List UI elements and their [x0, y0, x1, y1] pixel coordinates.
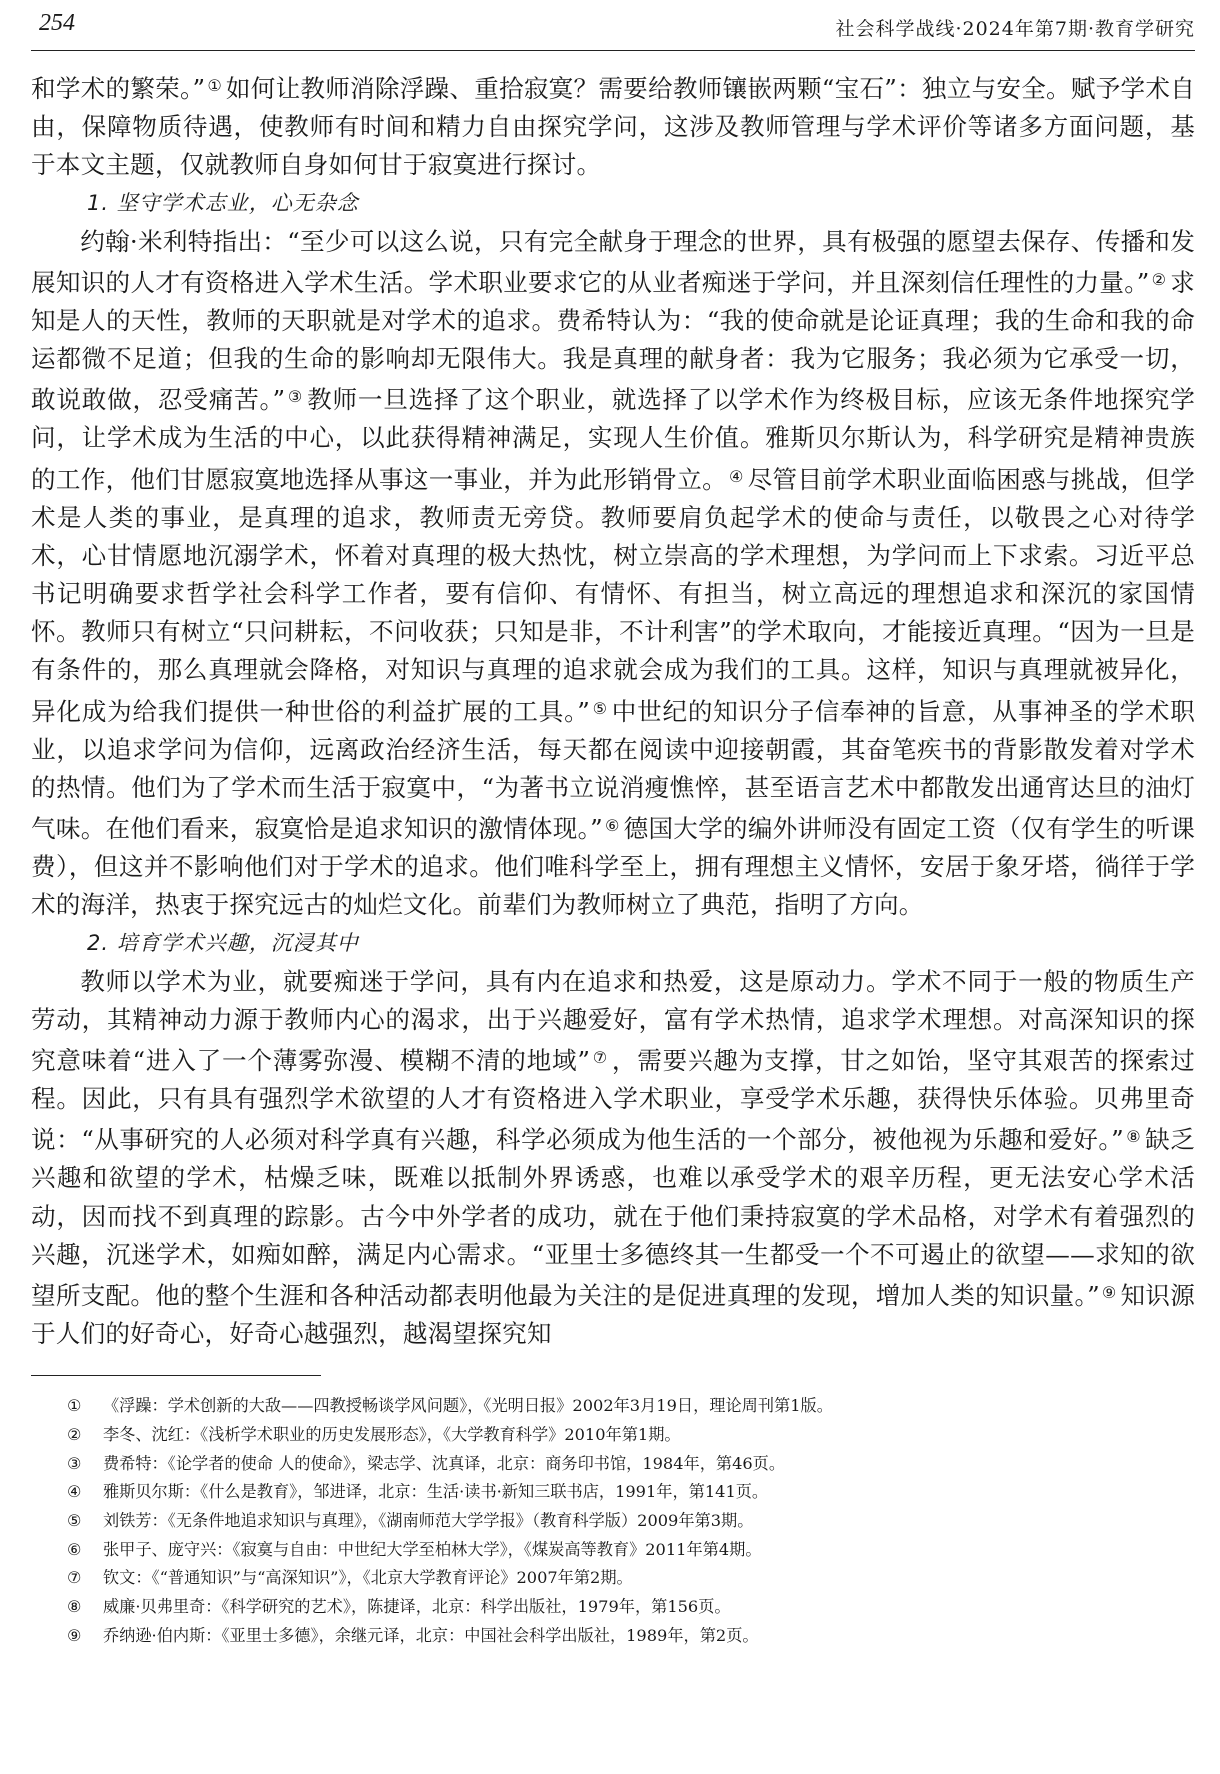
footnote-text: 刘铁芳：《无条件地追求知识与真理》，《湖南师范大学学报》（教育科学版）2009年第3期。	[103, 1510, 754, 1530]
section-heading: 1. 坚守学术志业，心无杂念	[87, 191, 359, 216]
footnote-divider	[31, 1375, 321, 1376]
footnote-ref[interactable]: ①	[207, 76, 222, 95]
footnote-number: ⑧	[67, 1597, 82, 1617]
footnote-ref[interactable]: ③	[287, 387, 304, 407]
footnote-number: ②	[67, 1424, 82, 1444]
footnote-item	[31, 1536, 1195, 1565]
journal-page	[31, 0, 1195, 1650]
article-body	[31, 67, 1195, 1353]
footnote-text: 《浮躁：学术创新的大敌——四教授畅谈学风问题》，《光明日报》2002年3月19日，理论周刊第1版。	[103, 1396, 833, 1416]
footnote-ref[interactable]: ⑥	[604, 815, 620, 835]
footnote-number: ⑥	[67, 1539, 82, 1559]
footnote-item	[31, 1564, 1195, 1593]
footnote-number: ⑦	[67, 1568, 82, 1588]
footnote-text: 张甲子、庞守兴：《寂寞与自由：中世纪大学至柏林大学》，《煤炭高等教育》2011年第4期。	[103, 1539, 762, 1559]
footnote-number: ⑤	[67, 1510, 82, 1530]
footnote-number: ③	[67, 1453, 82, 1473]
paragraph-text: 约翰·米利特指出：“至少可以这么说，只有完全献身于理念的世界，具有极强的愿望去保存、传播和发展知识的人才有资格进入学术生活。学术职业要求它的从业者痴迷于学问，并且深刻信任理性的力量。”	[31, 226, 1195, 297]
footnote-ref[interactable]: ②	[1151, 269, 1167, 289]
body-paragraph	[31, 67, 1195, 184]
footnote-number: ⑨	[67, 1625, 82, 1645]
footnote-text: 费希特：《论学者的使命 人的使命》，梁志学、沈真译，北京：商务印书馆，1984年，第46页。	[103, 1453, 786, 1473]
paragraph-text: 求知是人的天性，教师的天职就是对学术的追求。费希特认为：“我的使命就是论证真理；我的生命和我的命运都微不足道；但我的生命的影响却无限伟大。我是真理的献身者：我为它服务；我必须为它承受一切，敢说敢做，忍受痛苦。”	[31, 267, 1195, 415]
footnote-item	[31, 1622, 1195, 1651]
paragraph-text: 缺乏兴趣和欲望的学术，枯燥乏味，既难以抵制外界诱惑，也难以承受学术的艰辛历程，更无法安心学术活动，因而找不到真理的踪影。古今中外学者的成功，就在于他们秉持寂寞的学术品格，对学术有着强烈的兴趣，沉迷学术，如痴如醉，满足内心需求。“亚里士多德终其一生都受一个不可遏止的欲望——求知的欲望所支配。他的整个生涯和各种活动都表明他最为关注的是促进真理的发现，增加人类的知识量。”	[31, 1125, 1196, 1310]
footnote-list	[31, 1392, 1195, 1650]
section-heading: 2. 培育学术兴趣，沉浸其中	[87, 931, 359, 956]
footnote-text: 雅斯贝尔斯：《什么是教育》，邹进译，北京：生活·读书·新知三联书店，1991年，第141页。	[103, 1482, 769, 1502]
footnote-item	[31, 1593, 1195, 1622]
footnote-ref[interactable]: ⑨	[1101, 1282, 1117, 1302]
footnote-number: ④	[67, 1482, 82, 1502]
footnote-ref[interactable]: ⑧	[1125, 1127, 1142, 1147]
footnote-text: 钦文：《“普通知识”与“高深知识”》，《北京大学教育评论》2007年第2期。	[103, 1568, 633, 1588]
footnote-item	[31, 1421, 1195, 1450]
body-paragraph	[31, 223, 1195, 925]
footnote-item	[31, 1450, 1195, 1479]
page-number: 254	[39, 10, 75, 36]
footnote-number: ①	[67, 1396, 82, 1416]
paragraph-text: 如何让教师消除浮躁、重拾寂寞？需要给教师镶嵌两颗“宝石”：独立与安全。赋予学术自由，保障物质待遇，使教师有时间和精力自由探究学问，这涉及教师管理与学术评价等诸多方面问题，基于本文主题，仅就教师自身如何甘于寂寞进行探讨。	[31, 74, 1196, 180]
footnote-text: 威廉·贝弗里奇：《科学研究的艺术》，陈捷译，北京：科学出版社，1979年，第156页。	[103, 1597, 731, 1617]
footnote-ref[interactable]: ⑦	[592, 1047, 608, 1067]
running-head: 社会科学战线·2024年第7期·教育学研究	[835, 18, 1195, 40]
footnote-item	[31, 1392, 1195, 1421]
footnote-text: 李冬、沈红：《浅析学术职业的历史发展形态》，《大学教育科学》2010年第1期。	[103, 1424, 681, 1444]
body-paragraph	[31, 963, 1195, 1354]
footnote-ref[interactable]: ④	[729, 466, 744, 486]
paragraph-text: ，需要兴趣为支撑，甘之如饴，坚守其艰苦的探索过程。因此，只有具有强烈学术欲望的人才有资格进入学术职业，享受学术乐趣，获得快乐体验。贝弗里奇说：“从事研究的人必须对科学真有兴趣，科学必须成为他生活的一个部分，被他视为乐趣和爱好。”	[31, 1045, 1195, 1155]
paragraph-text: 教师一旦选择了这个职业，就选择了以学术作为终极目标，应该无条件地探究学问，让学术成为生活的中心，以此获得精神满足，实现人生价值。雅斯贝尔斯认为，科学研究是精神贵族的工作，他们甘愿寂寞地选择从事这一事业，并为此形销骨立。	[31, 385, 1195, 494]
footnote-ref[interactable]: ⑤	[591, 698, 608, 718]
paragraph-text: 教师以学术为业，就要痴迷于学问，具有内在追求和热爱，这是原动力。学术不同于一般的物质生产劳动，其精神动力源于教师内心的渴求，出于兴趣爱好，富有学术热情，追求学术理想。对高深知识的探究意味着“进入了一个薄雾弥漫、模糊不清的地域”	[31, 966, 1195, 1075]
paragraph-text: 尽管目前学术职业面临困惑与挑战，但学术是人类的事业，是真理的追求，教师责无旁贷。教师要肩负起学术的使命与责任，以敬畏之心对待学术，心甘情愿地沉溺学术，怀着对真理的极大热忱，树立崇高的学术理想，为学问而上下求索。习近平总书记明确要求哲学社会科学工作者，要有信仰、有情怀、有担当，树立高远的理想追求和深沉的家国情怀。教师只有树立“只问耕耘，不问收获；只知是非，不计利害”的学术取向，才能接近真理。“因为一旦是有条件的，那么真理就会降格，对知识与真理的追求就会成为我们的工具。这样，知识与真理就被异化，异化成为给我们提供一种世俗的利益扩展的工具。”	[31, 464, 1195, 726]
paragraph-text: 德国大学的编外讲师没有固定工资（仅有学生的听课费），但这并不影响他们对于学术的追求。他们唯科学至上，拥有理想主义情怀，安居于象牙塔，徜徉于学术的海洋，热衷于探究远古的灿烂文化。前辈们为教师树立了典范，指明了方向。	[31, 813, 1196, 920]
footnote-item	[31, 1507, 1195, 1536]
footnote-text: 乔纳逊·伯内斯：《亚里士多德》，余继元译，北京：中国社会科学出版社，1989年，第2页。	[103, 1625, 759, 1645]
footnote-item	[31, 1478, 1195, 1507]
page-header	[31, 0, 1195, 51]
paragraph-text: 中世纪的知识分子信奉神的旨意，从事神圣的学术职业，以追求学问为信仰，远离政治经济生活，每天都在阅读中迎接朝霞，其奋笔疾书的背影散发着对学术的热情。他们为了学术而生活于寂寞中，“为著书立说消瘦憔悴，甚至语言艺术中都散发出通宵达旦的油灯气味。在他们看来，寂寞恰是追求知识的激情体现。”	[31, 696, 1196, 843]
paragraph-text: 知识源于人们的好奇心，好奇心越强烈，越渴望探究知	[31, 1280, 1196, 1348]
paragraph-text: 和学术的繁荣。”	[31, 74, 206, 103]
